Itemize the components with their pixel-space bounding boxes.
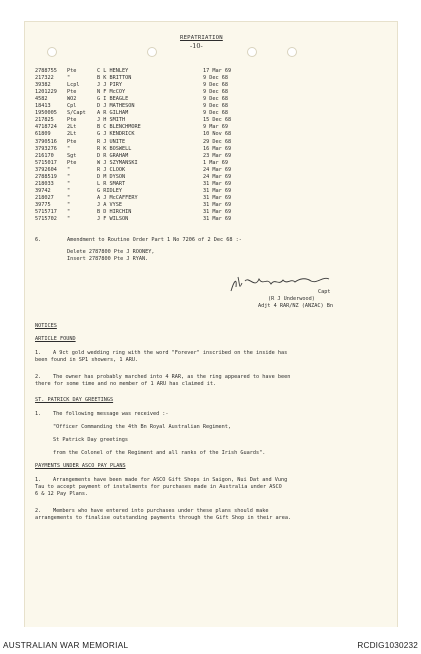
rank: " [67, 201, 71, 208]
st-patrick-quote-line1: "Officer Commanding the 4th Bn Royal Australian Regiment, [53, 424, 232, 430]
payments-p1-line2: Tau to accept payment of instalments for purchases made in Australia under ASCO [35, 484, 282, 490]
rank: S/Capt [67, 110, 86, 117]
repatriation-date: 31 Mar 69 [203, 180, 232, 187]
signatory-name: (R J Underwood) [268, 296, 315, 302]
member-name: J A VYSE [97, 201, 122, 208]
service-number: 1950005 [35, 110, 57, 117]
member-name: J J PIRY [97, 82, 122, 89]
rank: Lcpl [67, 82, 80, 89]
service-number: 4718724 [35, 124, 57, 131]
article-p1-line2: been found in SP1 showers, 1 ARU. [35, 357, 139, 363]
member-name: B C BLENCHMORE [97, 124, 141, 131]
signatory-appointment: Adjt 4 RAR/NZ (ANZAC) Bn [258, 303, 333, 309]
repatriation-date: 17 Mar 69 [203, 68, 232, 74]
member-name: N F McCOY [97, 89, 126, 96]
repatriation-date: 10 Nov 68 [203, 131, 232, 138]
repatriation-date: 31 Mar 69 [203, 187, 232, 194]
member-name: G RIDLEY [97, 187, 122, 194]
member-name: D J MATHESON [97, 103, 135, 110]
rank: " [67, 173, 71, 180]
payments-p2-line1: Members who have entered into purchases under these plans should make [53, 508, 269, 514]
repatriation-date: 1 Mar 69 [203, 159, 228, 166]
payments-p1-line3: 6 & 12 Pay Plans. [35, 491, 89, 497]
punch-hole [247, 47, 257, 57]
amendment-text: Amendment to Routine Order Part 1 No 7206 of 2 Dec 68 :- [67, 237, 242, 243]
repatriation-date: 9 Dec 68 [203, 75, 228, 82]
amendment-delete: Delete 2787800 Pte J ROONEY, [67, 249, 155, 255]
repatriation-date: 9 Dec 68 [203, 89, 228, 96]
member-name: A R GILHAM [97, 110, 129, 117]
rank: " [67, 75, 71, 82]
article-p1-line1: A 9ct gold wedding ring with the word "Forever" inscribed on the inside has [53, 350, 288, 356]
service-number: 5715017 [35, 159, 57, 166]
member-name: L R SMART [97, 180, 126, 187]
article-p2-num: 2. [35, 374, 42, 380]
rank: Sgt [67, 152, 77, 159]
payments-p1-line1: Arrangements have been made for ASCO Gift Shops in Saigon, Nui Dat and Vung [53, 477, 288, 483]
service-number: 39775 [35, 201, 51, 208]
table-row [0, 189, 372, 196]
punch-hole [147, 47, 157, 57]
rank: " [67, 216, 71, 223]
service-number: 2788519 [35, 173, 57, 180]
payments-heading: PAYMENTS UNDER ASCO PAY PLANS [35, 463, 126, 469]
service-number: 5715702 [35, 216, 57, 223]
member-name: G I BEAGLE [97, 96, 129, 103]
table-row [0, 182, 372, 189]
rank: Pte [67, 89, 77, 96]
repatriation-date: 31 Mar 69 [203, 201, 232, 208]
table-row [0, 147, 372, 154]
payments-p2-line2: arrangements to finalise outstanding payments through the Gift Shop in their area. [35, 515, 292, 521]
table-row [0, 175, 372, 182]
member-name: D M DYSON [97, 173, 126, 180]
repatriation-date: 9 Dec 68 [203, 110, 228, 117]
table-row [0, 217, 372, 224]
st-patrick-quote-line3: from the Colonel of the Regiment and all ranks of the Irish Guards". [53, 450, 266, 456]
rank: " [67, 209, 71, 215]
member-name: B D HIRCHIN [97, 209, 132, 215]
repatriation-date: 23 Mar 69 [203, 152, 232, 159]
repatriation-date: 31 Mar 69 [203, 216, 232, 223]
rank: " [67, 194, 71, 201]
repatriation-date: 31 Mar 69 [203, 194, 232, 201]
repatriation-date: 9 Dec 68 [203, 82, 228, 89]
article-p2-line2: there for some time and no member of 1 ARU has claimed it. [35, 381, 217, 387]
rank: " [67, 166, 71, 173]
service-number: 61809 [35, 131, 51, 138]
service-number: 218033 [35, 180, 54, 187]
notices-heading: NOTICES [35, 323, 57, 329]
article-p1-num: 1. [35, 350, 42, 356]
rank: 2Lt [67, 131, 77, 138]
member-name: D R GRAHAM [97, 152, 129, 159]
article-found-heading: ARTICLE FOUND [35, 336, 76, 342]
st-patrick-p1-num: 1. [35, 411, 42, 417]
table-row [0, 76, 372, 83]
table-row [0, 90, 372, 97]
service-number: 217825 [35, 117, 54, 124]
rank: Pte [67, 68, 77, 74]
member-name: J F WILSON [97, 216, 129, 223]
service-number: 3792604 [35, 166, 57, 173]
repatriation-date: 9 Dec 68 [203, 103, 228, 110]
service-number: 217322 [35, 75, 54, 82]
service-number: 216170 [35, 152, 54, 159]
repatriation-date: 9 Mar 69 [203, 124, 228, 131]
archive-name: AUSTRALIAN WAR MEMORIAL [3, 641, 129, 650]
member-name: J H SMITH [97, 117, 126, 124]
signatory-rank: Capt [318, 289, 331, 295]
archive-reference: RCDIG1030232 [357, 641, 418, 650]
member-name: C L HENLEY [97, 68, 129, 74]
service-number: 218027 [35, 194, 54, 201]
service-number: 4582 [35, 96, 48, 103]
table-row [0, 97, 372, 104]
rank: Pte [67, 138, 77, 145]
member-name: W J SZYMANSKI [97, 159, 138, 166]
st-patrick-p1-line1: The following message was received :- [53, 411, 169, 417]
service-number: 39742 [35, 187, 51, 194]
punch-hole [47, 47, 57, 57]
amendment-insert: Insert 2787800 Pte J RYAN. [67, 256, 149, 262]
amendment-number: 6. [35, 237, 42, 243]
member-name: R J UNITE [97, 138, 126, 145]
repatriation-date: 15 Dec 68 [203, 117, 232, 124]
table-row [0, 125, 372, 132]
st-patrick-quote-line2: St Patrick Day greetings [53, 437, 128, 443]
rank: Pte [67, 117, 77, 124]
article-p2-line1: The owner has probably marched into 4 RAR, as the ring appeared to have been [53, 374, 291, 380]
service-number: 18413 [35, 103, 51, 110]
payments-p1-num: 1. [35, 477, 42, 483]
table-row [0, 196, 372, 203]
rank: Cpl [67, 103, 77, 110]
service-number: 3793276 [35, 145, 57, 152]
rank: WO2 [67, 96, 77, 103]
member-name: R K BOSWELL [97, 145, 132, 152]
table-row [0, 69, 372, 76]
service-number: 5715717 [35, 209, 57, 215]
service-number: 3790516 [35, 138, 57, 145]
repatriation-date: 29 Dec 68 [203, 138, 232, 145]
member-name: A J McCAFFERY [97, 194, 138, 201]
member-name: G J KENDRICK [97, 131, 135, 138]
service-number: 2788755 [35, 68, 57, 74]
rank: " [67, 145, 71, 152]
rank: 2Lt [67, 124, 77, 131]
svg-text:R J Underwood: R J Underwood [231, 293, 239, 294]
repatriation-date: 16 Mar 69 [203, 145, 232, 152]
section-title-repatriation: REPATRIATION [180, 35, 223, 41]
service-number: 1201229 [35, 89, 57, 96]
rank: Pte [67, 159, 77, 166]
rank: " [67, 180, 71, 187]
repatriation-date: 24 Mar 69 [203, 166, 232, 173]
page-number: -10- [190, 42, 203, 50]
service-number: 39382 [35, 82, 51, 89]
member-name: B K BRITTON [97, 75, 132, 82]
rank: " [67, 187, 71, 194]
repatriation-date: 24 Mar 69 [203, 173, 232, 180]
member-name: R J CLOOK [97, 166, 126, 173]
st-patrick-heading: ST. PATRICK DAY GREETINGS [35, 397, 114, 403]
payments-p2-num: 2. [35, 508, 42, 514]
table-row [0, 111, 372, 118]
repatriation-date: 31 Mar 69 [203, 209, 232, 215]
punch-hole [287, 47, 297, 57]
repatriation-date: 9 Dec 68 [203, 96, 228, 103]
